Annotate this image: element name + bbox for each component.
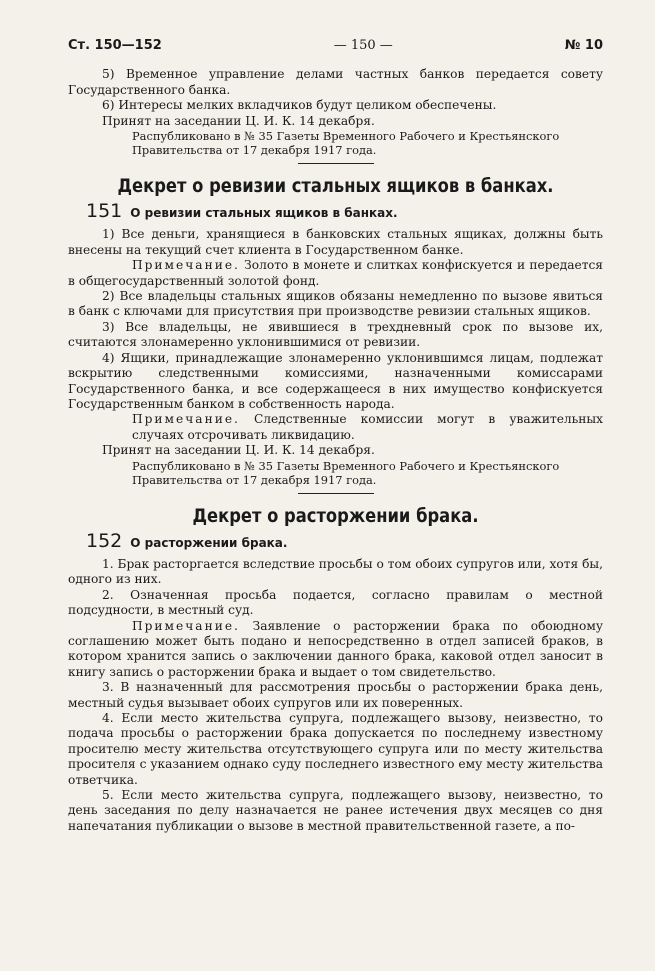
header-article-range: Ст. 150—152 [68, 38, 162, 53]
article-number: 152 [86, 529, 123, 552]
decree-152-title: Декрет о расторжении брака. [192, 504, 479, 527]
note-label: Примечание. [132, 258, 240, 273]
decree-152-paragraph-4: 4. Если место жительства супруга, подлежащего вызову, неизвестно, то подача просьбы о расторжении брака допускается по последнему известному просителю месту жительства отсутствующего супруга или по месту жительства просителя с указанием однако суду последнего известного ему месту жительства ответчика. [68, 711, 603, 787]
decree-152-paragraph-1: 1. Брак расторгается вследствие просьбы о том обоих супругов или, хотя бы, одного из них. [68, 556, 603, 587]
decree-152-note [68, 619, 603, 681]
decree-151-paragraph-2: 2) Все владельцы стальных ящиков обязаны немедленно по вызове явиться в банк с ключами для присутствия при производстве ревизии стальных ящиков. [68, 289, 603, 319]
section-divider [298, 493, 374, 494]
article-subtitle: О ревизии стальных ящиков в банках. [130, 206, 398, 221]
section-divider [298, 163, 374, 164]
article-number: 151 [86, 200, 123, 223]
decree-151-adopted: Принят на заседании Ц. И. К. 14 декабря. [102, 443, 375, 458]
note-label: Примечание. [132, 412, 240, 427]
page-header [68, 38, 603, 53]
article-152-heading [86, 529, 603, 552]
decree-151-publication-line-1: Распубликовано в № 35 Газеты Временного Рабочего и Крестьянского [132, 458, 560, 473]
article-subtitle: О расторжении брака. [130, 535, 288, 550]
decree-151-paragraph-1: 1) Все деньги, хранящиеся в банковских стальных ящиках, должны быть внесены на текущий счет клиента в Государственном банке. [68, 227, 603, 257]
header-issue-number: № 10 [564, 38, 603, 53]
decree-152-paragraph-3: 3. В назначенный для рассмотрения просьбы о расторжении брака день, местный судья вызывает обоих супругов или их поверенных. [68, 680, 603, 710]
intro-publication-line-2: Правительства от 17 декабря 1917 года. [132, 143, 377, 158]
note-text: Заявление о расторжении брака по обоюдному соглашению может быть подано и непосредственно в отдел записей браков, в котором хранится запись о заключении данного брака, каковой отдел заносит в книгу запись о расторжении брака и выдает о том свидетельство. [68, 618, 603, 679]
decree-151-note-2 [68, 412, 603, 443]
decree-151-note-1 [68, 258, 603, 289]
intro-paragraph-6: 6) Интересы мелких вкладчиков будут целиком обеспечены. [102, 98, 497, 113]
decree-152-paragraph-5: 5. Если место жительства супруга, подлежащего вызову, неизвестно, то день заседания по делу назначается не ранее истечения двух месяцев со дня напечатания публикации о вызове в местной правительственной газете, а по- [68, 788, 603, 833]
note-text: Золото в монете и слитках конфискуется и передается в общегосударственный золотой фонд. [68, 258, 603, 288]
decree-151-publication-line-2: Правительства от 17 декабря 1917 года. [132, 472, 377, 487]
note-label: Примечание. [132, 618, 240, 633]
intro-adopted: Принят на заседании Ц. И. К. 14 декабря. [102, 113, 375, 128]
article-151-heading [86, 200, 603, 223]
decree-152-paragraph-2: 2. Означенная просьба подается, согласно правилам о местной подсудности, в местный суд. [68, 587, 603, 618]
decree-151-title: Декрет о ревизии стальных ящиков в банках. [117, 175, 554, 198]
decree-151-paragraph-4: 4) Ящики, принадлежащие злонамеренно уклонившимся лицам, подлежат вскрытию следственными комиссиями, назначенными комиссарами Государственного банка, и все содержащееся в них имущество конфискуется Государственным банком в собственность народа. [68, 350, 603, 411]
note-text: Следственные комиссии могут в уважительных случаях отсрочивать ликвидацию. [132, 412, 603, 442]
header-page-number: — 150 — [333, 38, 393, 53]
intro-paragraph-5: 5) Временное управление делами частных банков передается совету Государственного банка. [68, 67, 603, 97]
decree-151-paragraph-3: 3) Все владельцы, не явившиеся в трехдневный срок по вызове их, считаются злонамеренно уклонившимися от ревизии. [68, 319, 603, 350]
intro-publication-line-1: Распубликовано в № 35 Газеты Временного Рабочего и Крестьянского [132, 129, 560, 144]
